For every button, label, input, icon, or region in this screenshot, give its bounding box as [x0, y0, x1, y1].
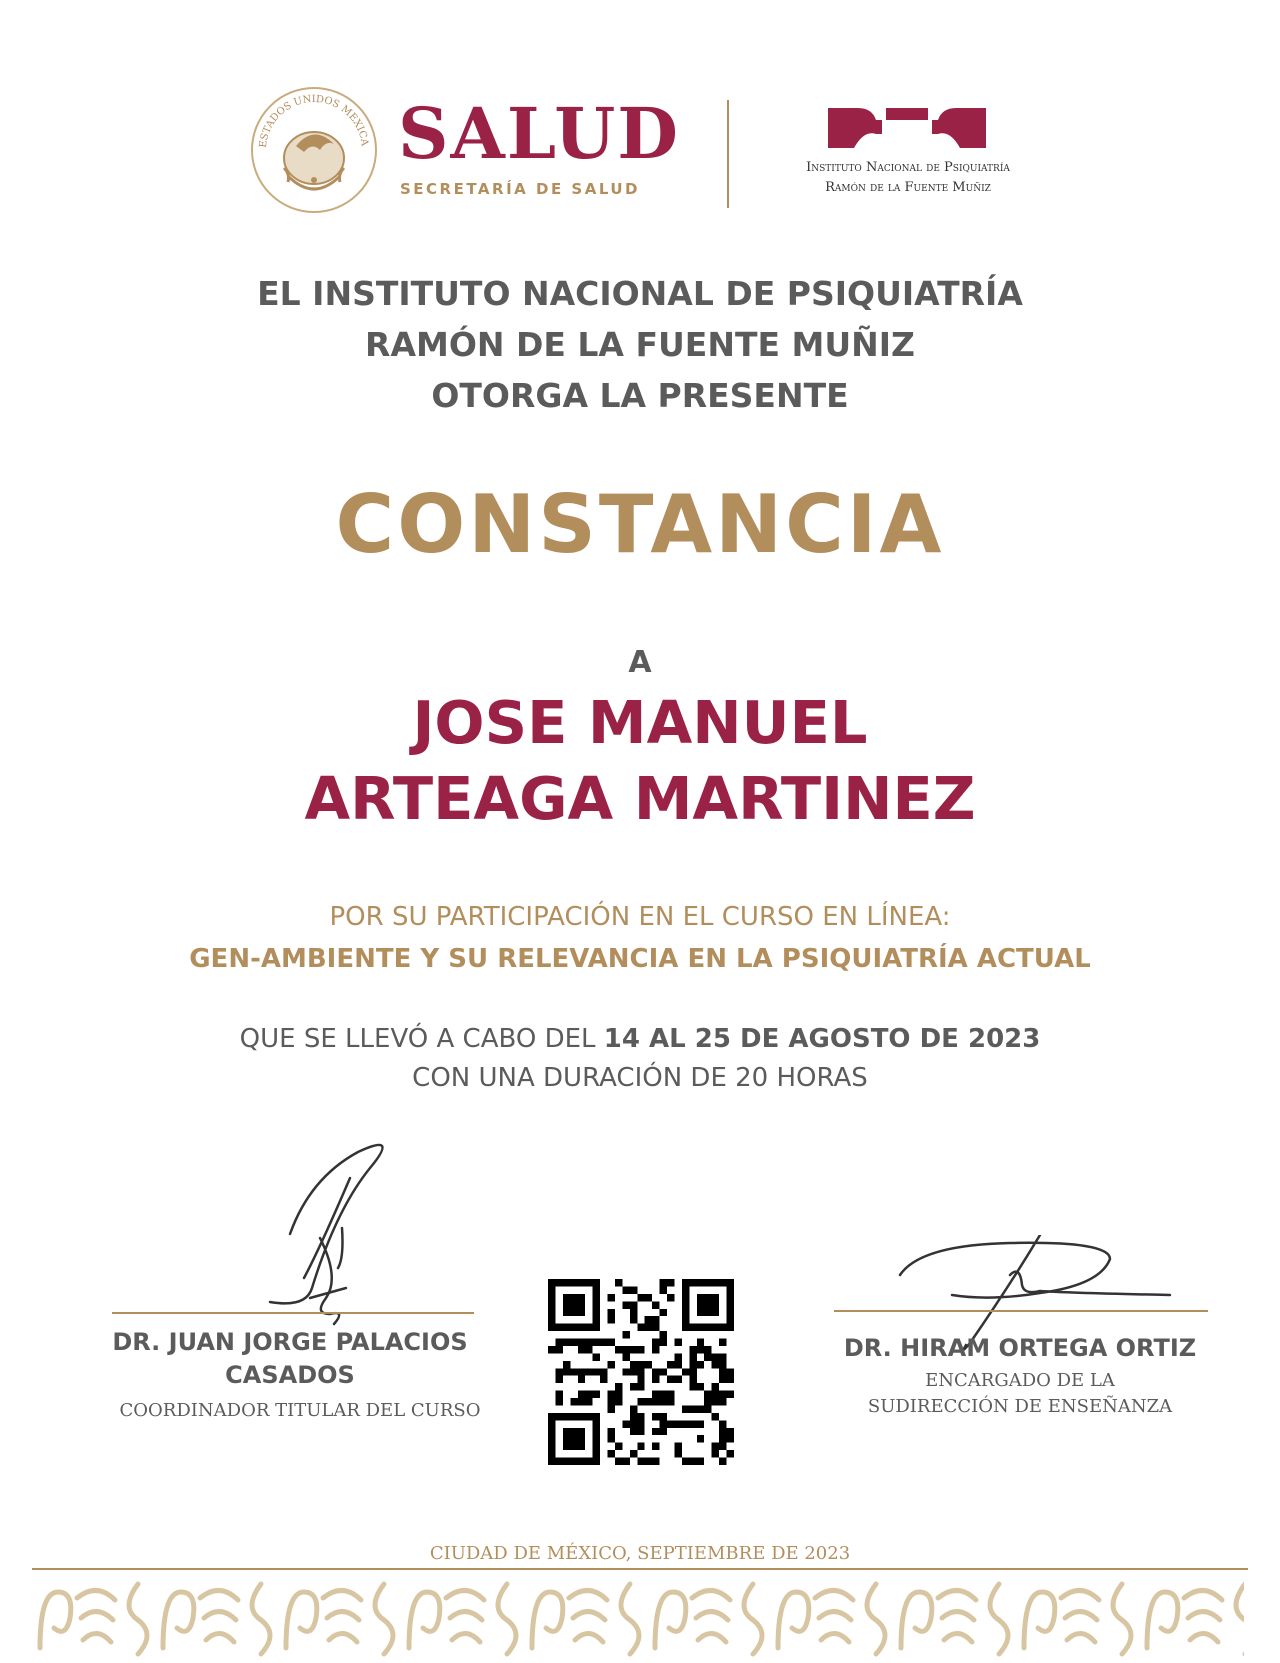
footer-line: [32, 1568, 1248, 1570]
signatory-name-left: [90, 1326, 490, 1392]
national-seal-icon: [248, 84, 380, 216]
recipient-name-line-1: JOSE MANUEL: [412, 688, 868, 757]
document-title: CONSTANCIA: [335, 478, 945, 571]
recipient-name: [0, 685, 1280, 837]
qr-code: [548, 1279, 734, 1465]
participation-text: POR SU PARTICIPACIÓN EN EL CURSO EN LÍNEA:: [329, 902, 951, 932]
signatory-right-role-line-1: ENCARGADO DE LA: [925, 1370, 1115, 1391]
salud-wordmark: SALUD: [398, 92, 681, 175]
signature-line-right: [834, 1310, 1208, 1312]
inp-logo-icon: [828, 104, 986, 152]
course-name: GEN-AMBIENTE Y SU RELEVANCIA EN LA PSIQUIATRÍA ACTUAL: [189, 944, 1091, 974]
signatory-role-right: [820, 1368, 1220, 1420]
signatory-name-right: DR. HIRAM ORTEGA ORTIZ: [843, 1334, 1197, 1362]
intro-line-3: OTORGA LA PRESENTE: [431, 376, 849, 415]
recipient-name-line-2: ARTEAGA MARTINEZ: [304, 764, 976, 833]
intro-block: [0, 268, 1280, 421]
signatory-left-name-line-2: CASADOS: [225, 1361, 355, 1389]
course-dates: [0, 1024, 1280, 1054]
place-and-date: CIUDAD DE MÉXICO, SEPTIEMBRE DE 2023: [429, 1543, 851, 1564]
recipient-preposition: A: [628, 645, 652, 680]
intro-line-1: EL INSTITUTO NACIONAL DE PSIQUIATRÍA: [257, 274, 1023, 313]
signatory-role-left: COORDINADOR TITULAR DEL CURSO: [119, 1400, 481, 1421]
secretaria-subtitle: SECRETARÍA DE SALUD: [400, 180, 640, 198]
decorative-pattern: [36, 1578, 1244, 1659]
signatory-right-role-line-2: SUDIRECCIÓN DE ENSEÑANZA: [867, 1396, 1173, 1417]
course-duration: CON UNA DURACIÓN DE 20 HORAS: [412, 1063, 868, 1093]
institute-name-line2: Ramón de la Fuente Muñiz: [825, 180, 991, 195]
signatory-left-name-line-1: DR. JUAN JORGE PALACIOS: [112, 1328, 468, 1356]
institute-name-line1: Instituto Nacional de Psiquiatría: [806, 160, 1010, 175]
signature-line-left: [112, 1312, 474, 1314]
header-divider: [727, 100, 729, 208]
dates-prefix: QUE SE LLEVÓ A CABO DEL: [239, 1024, 604, 1054]
dates-range: 14 AL 25 DE AGOSTO DE 2023: [603, 1024, 1041, 1054]
svg-text:ESTADOS UNIDOS MEXICANOS: ESTADOS UNIDOS MEXICA: [257, 93, 370, 149]
intro-line-2: RAMÓN DE LA FUENTE MUÑIZ: [365, 325, 915, 364]
signature: [250, 1138, 420, 1338]
